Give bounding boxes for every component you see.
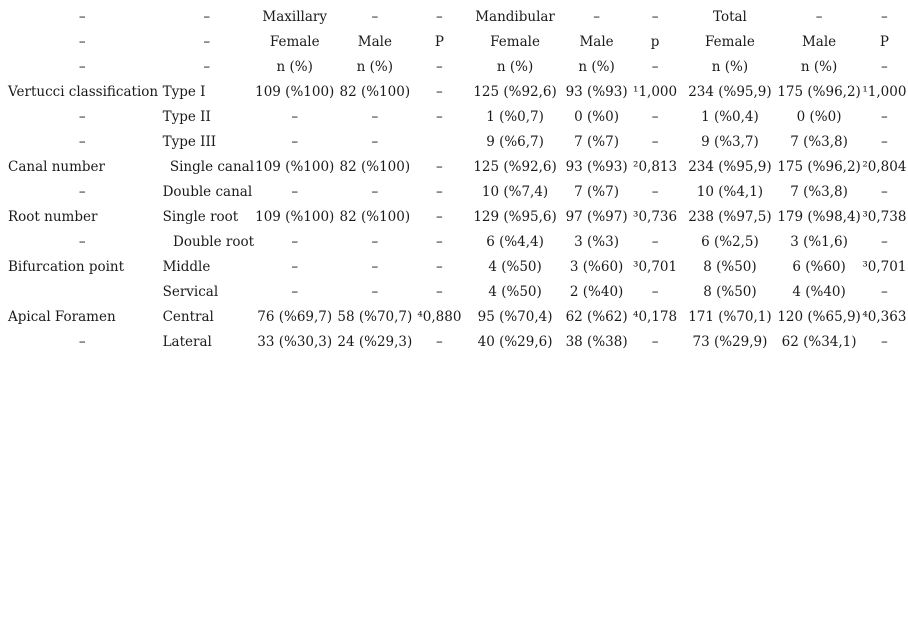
table-cell: 33 (%30,3) (257, 334, 333, 350)
table-cell: n (%) (496, 59, 534, 75)
table-cell: – (371, 234, 379, 250)
row-sublabel-cell: Double canal (162, 184, 253, 200)
row-sublabel-cell: Single canal (169, 159, 255, 175)
table-cell: ³0,701 (633, 259, 678, 275)
table-cell: – (881, 284, 888, 300)
table-cell: p (650, 34, 660, 50)
table-cell: 125 (%92,6) (473, 84, 557, 100)
row-sublabel-cell: Type II (162, 109, 211, 125)
table-cell: ²0,813 (633, 159, 678, 175)
table-cell: ⁴0,178 (633, 309, 678, 325)
table-cell: 93 (%93) (565, 84, 628, 100)
table-cell: – (436, 284, 443, 300)
table-cell: 120 (%65,9) (777, 309, 861, 325)
table-cell: Total (712, 9, 747, 25)
table-cell: – (436, 109, 443, 125)
table-cell: – (436, 159, 443, 175)
row-label-cell: – (78, 134, 86, 150)
table-cell: – (815, 9, 823, 25)
table-cell: – (436, 9, 443, 25)
table-cell: 24 (%29,3) (337, 334, 413, 350)
table-row (5, 280, 908, 305)
table-cell: 6 (%60) (792, 259, 846, 275)
table-cell: – (436, 259, 443, 275)
row-label-cell: Bifurcation point (8, 259, 125, 275)
table-row (5, 130, 908, 155)
results-table (5, 5, 908, 355)
table-cell: – (881, 9, 888, 25)
table-cell: 7 (%3,8) (790, 134, 848, 150)
table-cell: 9 (%6,7) (486, 134, 544, 150)
table-cell: 82 (%100) (339, 159, 411, 175)
table-cell: 2 (%40) (569, 284, 624, 300)
table-cell: – (881, 109, 888, 125)
table-cell: 7 (%3,8) (790, 184, 848, 200)
table-cell: – (291, 109, 299, 125)
table-cell: 62 (%34,1) (781, 334, 857, 350)
table-cell: P (434, 34, 444, 50)
table-cell: – (881, 134, 888, 150)
row-label-cell: – (78, 184, 86, 200)
table-cell: – (436, 334, 443, 350)
table-cell: – (651, 109, 659, 125)
table-row (5, 105, 908, 130)
table-cell: 93 (%93) (565, 159, 628, 175)
table-cell: ⁴0,363 (862, 309, 907, 325)
table-cell: – (291, 259, 299, 275)
table-cell: n (%) (578, 59, 615, 75)
table-cell: 1 (%0,4) (701, 109, 759, 125)
row-label-cell: – (78, 34, 86, 50)
table-cell: – (651, 234, 659, 250)
table-cell: n (%) (356, 59, 394, 75)
table-cell: 95 (%70,4) (477, 309, 553, 325)
table-cell: 1 (%0,7) (486, 109, 544, 125)
table-cell: – (291, 134, 299, 150)
row-sublabel-cell: – (203, 59, 211, 75)
row-label-cell: Canal number (8, 159, 106, 175)
table-cell: 125 (%92,6) (473, 159, 557, 175)
table-cell: – (881, 184, 888, 200)
table-row (5, 180, 908, 205)
table-cell: 7 (%7) (574, 184, 619, 200)
table-cell: 38 (%38) (565, 334, 628, 350)
table-cell: 73 (%29,9) (692, 334, 768, 350)
table-cell: – (291, 284, 299, 300)
table-cell: – (651, 284, 659, 300)
table-row (5, 55, 908, 80)
table-cell: 109 (%100) (255, 159, 335, 175)
table-body (5, 5, 908, 355)
table-cell: Male (801, 34, 837, 50)
table-cell: 6 (%4,4) (486, 234, 544, 250)
row-label-cell: – (78, 109, 86, 125)
table-cell: 4 (%50) (488, 284, 542, 300)
table-cell: 62 (%62) (565, 309, 628, 325)
table-cell: 9 (%3,7) (701, 134, 759, 150)
row-sublabel-cell: Servical (162, 284, 219, 300)
table-cell: P (879, 34, 889, 50)
table-cell: 3 (%1,6) (790, 234, 848, 250)
table-row (5, 205, 908, 230)
row-sublabel-cell: Middle (162, 259, 211, 275)
table-cell: – (881, 234, 888, 250)
table-cell: – (436, 184, 443, 200)
table-cell: – (371, 9, 379, 25)
row-label-cell: Root number (8, 209, 98, 225)
row-sublabel-cell: Type III (162, 134, 217, 150)
table-cell: – (371, 284, 379, 300)
table-cell: 10 (%7,4) (481, 184, 549, 200)
table-row (5, 255, 908, 280)
table-row (5, 155, 908, 180)
table-cell: ¹1,000 (633, 84, 678, 100)
table-cell: 3 (%3) (574, 234, 619, 250)
row-sublabel-cell: – (203, 34, 211, 50)
table-cell: n (%) (276, 59, 313, 75)
table-cell: – (436, 59, 443, 75)
table-cell: 4 (%40) (792, 284, 846, 300)
table-cell: – (371, 184, 379, 200)
row-label-cell: – (78, 59, 86, 75)
table-cell: 234 (%95,9) (688, 84, 772, 100)
table-cell: – (651, 334, 659, 350)
table-cell: 40 (%29,6) (477, 334, 553, 350)
table-cell: – (371, 134, 379, 150)
table-cell: Female (705, 34, 755, 50)
table-cell: 179 (%98,4) (777, 209, 861, 225)
table-cell: 76 (%69,7) (257, 309, 333, 325)
table-row (5, 30, 908, 55)
table-cell: ⁴0,880 (417, 309, 462, 325)
table-cell: 8 (%50) (703, 284, 757, 300)
row-sublabel-cell: – (203, 9, 211, 25)
table-cell: Female (490, 34, 540, 50)
table-cell: 0 (%0) (574, 109, 619, 125)
table-row (5, 5, 908, 30)
table-row (5, 230, 908, 255)
table-row (5, 305, 908, 330)
table-row (5, 330, 908, 355)
table-cell: 175 (%96,2) (777, 159, 861, 175)
table-cell: Male (357, 34, 392, 50)
row-label-cell: – (78, 9, 86, 25)
table-cell: 6 (%2,5) (701, 234, 759, 250)
table-cell: 82 (%100) (339, 84, 411, 100)
table-cell: – (651, 184, 659, 200)
table-cell: n (%) (711, 59, 749, 75)
table-cell: 10 (%4,1) (696, 184, 764, 200)
table-cell: – (436, 234, 443, 250)
row-sublabel-cell: Central (162, 309, 214, 325)
row-sublabel-cell: Single root (162, 209, 239, 225)
table-cell: – (651, 134, 659, 150)
row-label-cell (5, 280, 160, 305)
row-sublabel-cell: Type I (162, 84, 206, 100)
table-cell: ²0,804 (862, 159, 907, 175)
table-cell: – (371, 109, 379, 125)
table-cell: – (651, 9, 659, 25)
table-cell: 171 (%70,1) (688, 309, 772, 325)
table-cell: Female (269, 34, 320, 50)
table-cell: 58 (%70,7) (337, 309, 413, 325)
table-cell: – (291, 184, 299, 200)
table-cell: 82 (%100) (339, 209, 411, 225)
table-cell: ³0,736 (633, 209, 678, 225)
table-cell: 97 (%97) (565, 209, 628, 225)
table-cell: 238 (%97,5) (688, 209, 772, 225)
table-cell: ³0,701 (862, 259, 907, 275)
row-label-cell: Apical Foramen (8, 309, 116, 325)
table-cell: 175 (%96,2) (777, 84, 861, 100)
table-cell: 0 (%0) (796, 109, 842, 125)
table-cell (414, 130, 464, 155)
table-row (5, 80, 908, 105)
table-cell: Mandibular (475, 9, 555, 25)
table-cell: – (881, 59, 888, 75)
table-cell: n (%) (800, 59, 838, 75)
table-cell: Maxillary (262, 9, 327, 25)
table-cell: – (291, 234, 299, 250)
table-cell: – (593, 9, 600, 25)
table-cell: ¹1,000 (862, 84, 907, 100)
table-cell: Male (579, 34, 614, 50)
table-cell: 234 (%95,9) (688, 159, 772, 175)
table-cell: – (436, 209, 443, 225)
row-label-cell: Vertucci classification (8, 84, 159, 100)
table-cell: 109 (%100) (255, 84, 335, 100)
table-cell: 3 (%60) (569, 259, 624, 275)
table-cell: 129 (%95,6) (473, 209, 557, 225)
row-sublabel-cell: Lateral (162, 334, 212, 350)
row-label-cell: – (78, 234, 86, 250)
table-cell: – (881, 334, 888, 350)
table-cell: ³0,738 (862, 209, 907, 225)
table-cell: 8 (%50) (703, 259, 757, 275)
table-cell: – (371, 259, 379, 275)
table-cell: – (651, 59, 659, 75)
row-label-cell: – (78, 334, 86, 350)
table-cell: 109 (%100) (255, 209, 335, 225)
row-sublabel-cell: Double root (173, 234, 255, 250)
table-cell: 4 (%50) (488, 259, 542, 275)
table-cell: 7 (%7) (574, 134, 619, 150)
table-cell: – (436, 84, 443, 100)
